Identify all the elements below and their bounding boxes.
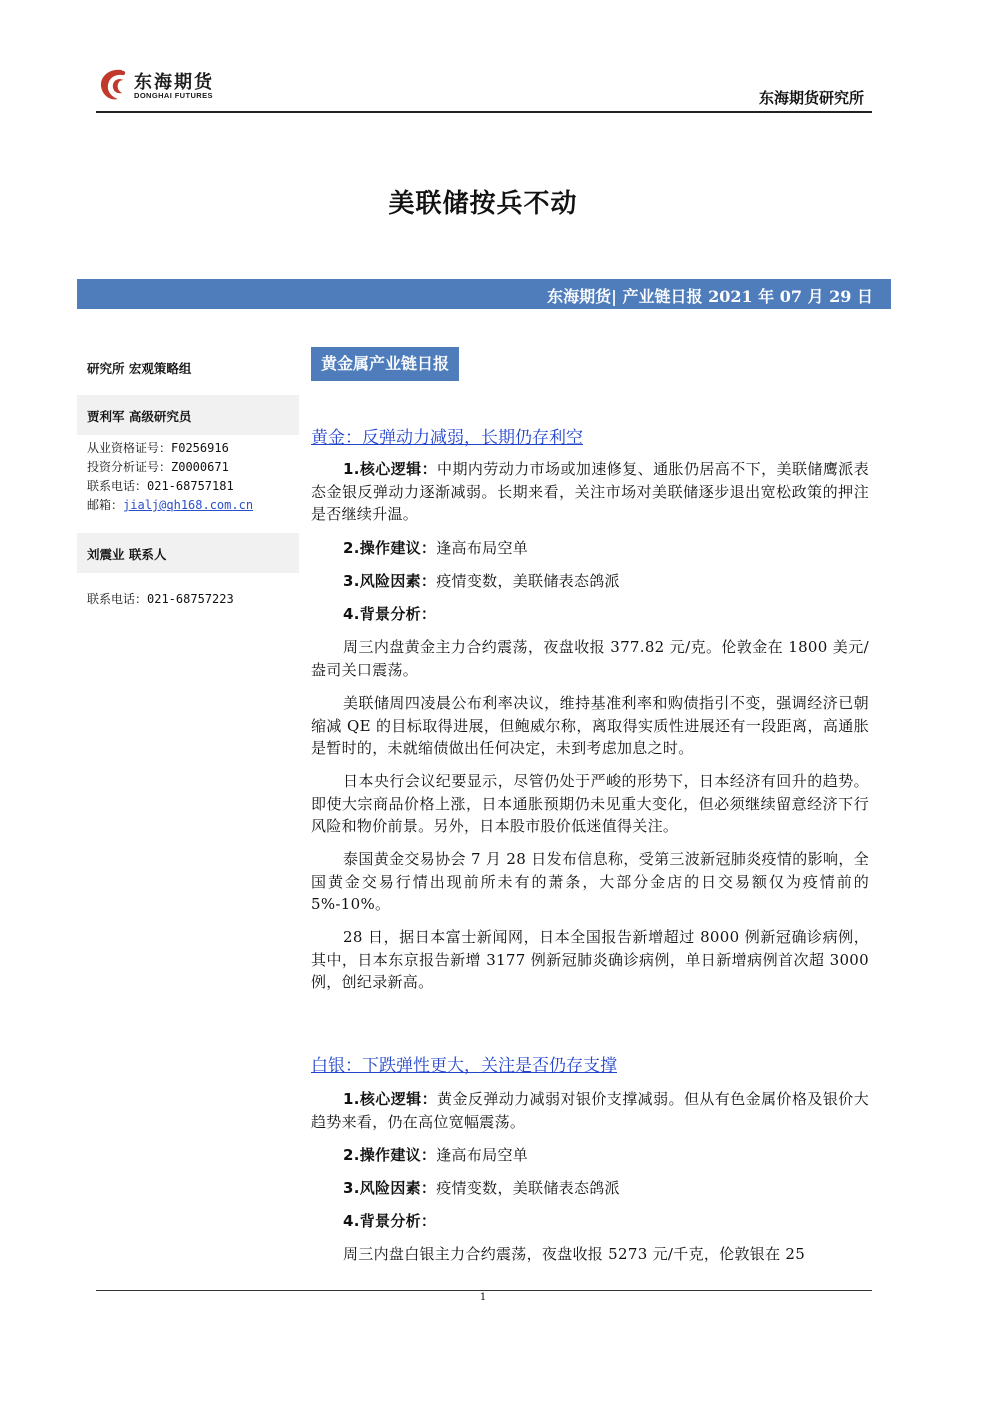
silver-core-text: 黄金反弹动力减弱对银价支撑减弱。但从有色金属价格及银价大趋势来看，仍在高位宽幅震荡。 bbox=[311, 1090, 869, 1131]
analyst2-name: 刘震业 联系人 bbox=[87, 547, 167, 562]
institute-name: 东海期货研究所 bbox=[758, 89, 864, 107]
silver-bg-label: 4.背景分析： bbox=[343, 1212, 437, 1230]
gold-para-3: 日本央行会议纪要显示，尽管仍处于严峻的形势下，日本经济有回升的趋势。即使大宗商品价格上涨，日本通胀预期仍未见重大变化，但必须继续留意经济下行风险和物价前景。另外，日本股市股价低迷值得关注。 bbox=[311, 772, 869, 835]
silver-risk bbox=[311, 1177, 869, 1200]
silver-op-label: 2.操作建议： bbox=[343, 1146, 437, 1164]
gold-core-text: 中期内劳动力市场或加速修复、通胀仍居高不下，美联储鹰派表态金银反弹动力逐渐减弱。长期来看，关注市场对美联储逐步退出宽松政策的押注是否继续升温。 bbox=[311, 460, 869, 523]
silver-risk-text: 疫情变数，美联储表态鸽派 bbox=[436, 1179, 620, 1197]
analyst1-invest-license: 投资分析证号：Z0000671 bbox=[87, 460, 229, 474]
analyst1-name: 贾利军 高级研究员 bbox=[87, 409, 192, 424]
silver-para-1: 周三内盘白银主力合约震荡，夜盘收报 5273 元/千克，伦敦银在 25 bbox=[343, 1245, 806, 1263]
silver-risk-label: 3.风险因素： bbox=[343, 1179, 437, 1197]
header-divider bbox=[96, 111, 872, 113]
analyst1-email-row bbox=[87, 496, 299, 513]
sidebar-department: 研究所 宏观策略组 bbox=[87, 361, 192, 376]
footer-divider bbox=[96, 1290, 872, 1291]
banner-text: 东海期货| 产业链日报 2021 年 07 月 29 日 bbox=[547, 287, 873, 306]
gold-op-text: 逢高布局空单 bbox=[436, 539, 529, 557]
gold-core-label: 1.核心逻辑： bbox=[343, 460, 438, 478]
silver-background bbox=[311, 1210, 869, 1233]
gold-para-1: 周三内盘黄金主力合约震荡，夜盘收报 377.82 元/克。伦敦金在 1800 美元/盎司关口震荡。 bbox=[311, 638, 869, 679]
gold-risk-label: 3.风险因素： bbox=[343, 572, 437, 590]
gold-risk-text: 疫情变数，美联储表态鸽派 bbox=[436, 572, 620, 590]
analyst1-phone: 联系电话：021-68757181 bbox=[87, 479, 234, 493]
gold-risk bbox=[311, 570, 869, 593]
gold-background bbox=[311, 603, 869, 626]
silver-core-logic bbox=[311, 1088, 869, 1133]
dragon-logo-icon bbox=[96, 66, 130, 104]
gold-core-logic bbox=[311, 458, 869, 526]
page-number: 1 bbox=[479, 1292, 487, 1303]
gold-para-4: 泰国黄金交易协会 7 月 28 日发布信息称，受第三波新冠肺炎疫情的影响，全国黄金交易行情出现前所未有的萧条，大部分金店的日交易额仅为疫情前的 5%-10%。 bbox=[311, 850, 869, 913]
gold-para-5: 28 日，据日本富士新闻网，日本全国报告新增超过 8000 例新冠确诊病例，其中，日本东京报告新增 3177 例新冠肺炎确诊病例，单日新增病例首次超 3000 例，创纪录新高。 bbox=[311, 928, 869, 991]
email-link[interactable]: jialj@qh168.com.cn bbox=[123, 498, 254, 512]
gold-heading[interactable]: 黄金：反弹动力减弱，长期仍存利空 bbox=[311, 428, 583, 448]
silver-core-label: 1.核心逻辑： bbox=[343, 1090, 438, 1108]
logo-text-en: DONGHAI FUTURES bbox=[134, 91, 213, 100]
email-label: 邮箱： bbox=[87, 498, 124, 512]
silver-op-text: 逢高布局空单 bbox=[436, 1146, 529, 1164]
logo-text-cn: 东海期货 bbox=[134, 72, 214, 93]
gold-para-2: 美联储周四凌晨公布利率决议，维持基准利率和购债指引不变，强调经济已朝缩减 QE 的目标取得进展，但鲍威尔称，离取得实质性进展还有一段距离，高通胀是暂时的，未就缩债做出任何决定，未到考虑加息之时。 bbox=[311, 694, 869, 757]
analyst2-phone: 联系电话：021-68757223 bbox=[87, 592, 234, 606]
company-logo bbox=[96, 66, 236, 106]
silver-operation bbox=[311, 1144, 869, 1167]
report-banner bbox=[77, 279, 891, 309]
silver-heading[interactable]: 白银：下跌弹性更大，关注是否仍存支撑 bbox=[311, 1056, 617, 1076]
section-tag: 黄金属产业链日报 bbox=[311, 347, 459, 381]
gold-operation bbox=[311, 537, 869, 560]
analyst1-license: 从业资格证号：F0256916 bbox=[87, 441, 229, 455]
gold-op-label: 2.操作建议： bbox=[343, 539, 437, 557]
report-title: 美联储按兵不动 bbox=[388, 189, 578, 219]
gold-bg-label: 4.背景分析： bbox=[343, 605, 437, 623]
